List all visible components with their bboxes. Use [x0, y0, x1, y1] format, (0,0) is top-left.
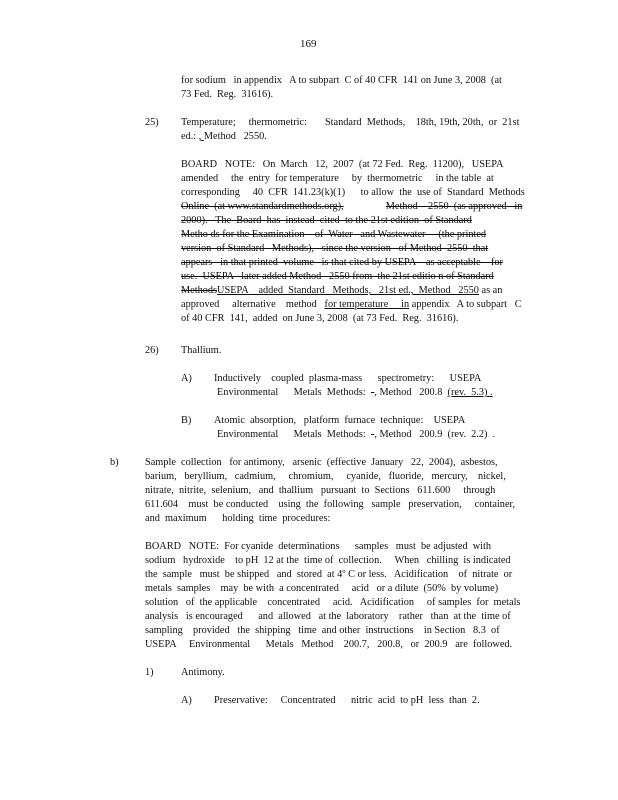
note-line: metals samples may be with a concentrated acid or a dilute (50% by volume)	[145, 583, 499, 594]
note-line: of 40 CFR 141, added on June 3, 2008 (at 73 Fed. Reg. 31616).	[181, 313, 459, 324]
deleted-line: appears in that printed volume is that cited by USEPA as acceptable for	[181, 257, 503, 268]
deleted-line: 2000). The Board has instead cited to the 21st edition of Standard	[181, 215, 472, 226]
text-run: Environmental Metals Methods:	[217, 387, 371, 398]
item-number: 1)	[145, 667, 154, 678]
note-line: amended the entry for temperature by thermometric in the table at	[181, 173, 494, 184]
note-line: solution of the applicable concentrated acid. Acidification of samples for metals	[145, 597, 521, 608]
subitem-label: A)	[181, 373, 192, 384]
item-number: 25)	[145, 117, 159, 128]
section-line: and maximum holding time procedures:	[145, 513, 331, 524]
subitem-line	[217, 386, 493, 400]
deleted-text: -	[370, 429, 375, 440]
note-line	[181, 298, 522, 312]
paragraph-line: for sodium in appendix A to subpart C of 40 CFR 141 on June 3, 2008 (at	[181, 75, 502, 86]
item-25-line	[181, 130, 267, 144]
subitem-line: Inductively coupled plasma-mass spectrometry: USEPA	[214, 373, 482, 384]
text-run: appendix A to subpart C	[409, 299, 522, 310]
paragraph-line: 73 Fed. Reg. 31616).	[181, 89, 274, 100]
inserted-text: ,	[198, 131, 204, 142]
deleted-line	[181, 200, 522, 214]
text-run: approved alternative method	[181, 299, 325, 310]
inserted-text: USEPA added Standard Methods, 21st ed., Method 2550	[217, 285, 479, 296]
note-line	[181, 284, 502, 298]
note-line: USEPA Environmental Metals Method 200.7, 200.8, or 200.9 are followed.	[145, 639, 513, 650]
note-line: corresponding 40 CFR 141.23(k)(1) to allow the use of Standard Methods	[181, 187, 525, 198]
subitem-label: A)	[181, 695, 192, 706]
text-run: Method 2550.	[203, 131, 267, 142]
inserted-text: (rev. 5.3)	[447, 387, 488, 398]
note-line: BOARD NOTE: On March 12, 2007 (at 72 Fed. Reg. 11200), USEPA	[181, 159, 504, 170]
subitem-line	[217, 428, 495, 442]
note-line: BOARD NOTE: For cyanide determinations samples must be adjusted with	[145, 541, 492, 552]
section-line: Sample collection for antimony, arsenic (effective January 22, 2004), asbestos,	[145, 457, 498, 468]
deleted-line: version of Standard Methods), since the version of Method 2550 that	[181, 243, 489, 254]
item-title: Thallium.	[181, 345, 222, 356]
subitem-line: Preservative: Concentrated nitric acid to pH less than 2.	[214, 695, 480, 706]
inserted-text: for temperature in	[324, 299, 410, 310]
item-25-line: Temperature; thermometric: Standard Methods, 18th, 19th, 20th, or 21st	[181, 117, 520, 128]
section-label: b)	[110, 457, 119, 468]
note-line: analysis is encouraged and allowed at the laboratory rather than at the time of	[145, 611, 511, 622]
note-line: the sample must be shipped and stored at 4º C or less. Acidification of nitrate or	[145, 569, 513, 580]
subitem-line: Atomic absorption, platform furnace technique: USEPA	[214, 415, 466, 426]
text-run: , Method 200.9 (rev. 2.2) .	[374, 429, 496, 440]
item-title: Antimony.	[181, 667, 225, 678]
inserted-text: .	[487, 387, 493, 398]
section-line: barium, beryllium, cadmium, chromium, cyanide, fluoride, mercury, nickel,	[145, 471, 506, 482]
text-run: Environmental Metals Methods:	[217, 429, 371, 440]
deleted-text: Methods	[181, 285, 218, 296]
text-run: as an	[478, 285, 503, 296]
deleted-line: Metho ds for the Examination of Water and Wastewater (the printed	[181, 229, 487, 240]
text-run: , Method 200.8	[374, 387, 448, 398]
page-number: 169	[300, 38, 317, 50]
note-line: sodium hydroxide to pH 12 at the time of collection. When chilling is indicated	[145, 555, 511, 566]
deleted-text: Method 2550 (as approved in	[385, 201, 523, 212]
text-run: ed.:	[181, 131, 199, 142]
note-line: sampling provided the shipping time and other instructions in Section 8.3 of	[145, 625, 500, 636]
section-line: nitrate, nitrite, selenium, and thallium pursuant to Sections 611.600 through	[145, 485, 496, 496]
deleted-line: use. USEPA later added Method 2550 from the 21st editio n of Standard	[181, 271, 494, 282]
deleted-text: Online (at www.standardmethods.org),	[181, 201, 344, 212]
subitem-label: B)	[181, 415, 192, 426]
section-line: 611.604 must be conducted using the following sample preservation, container,	[145, 499, 516, 510]
deleted-text: -	[370, 387, 375, 398]
item-number: 26)	[145, 345, 159, 356]
